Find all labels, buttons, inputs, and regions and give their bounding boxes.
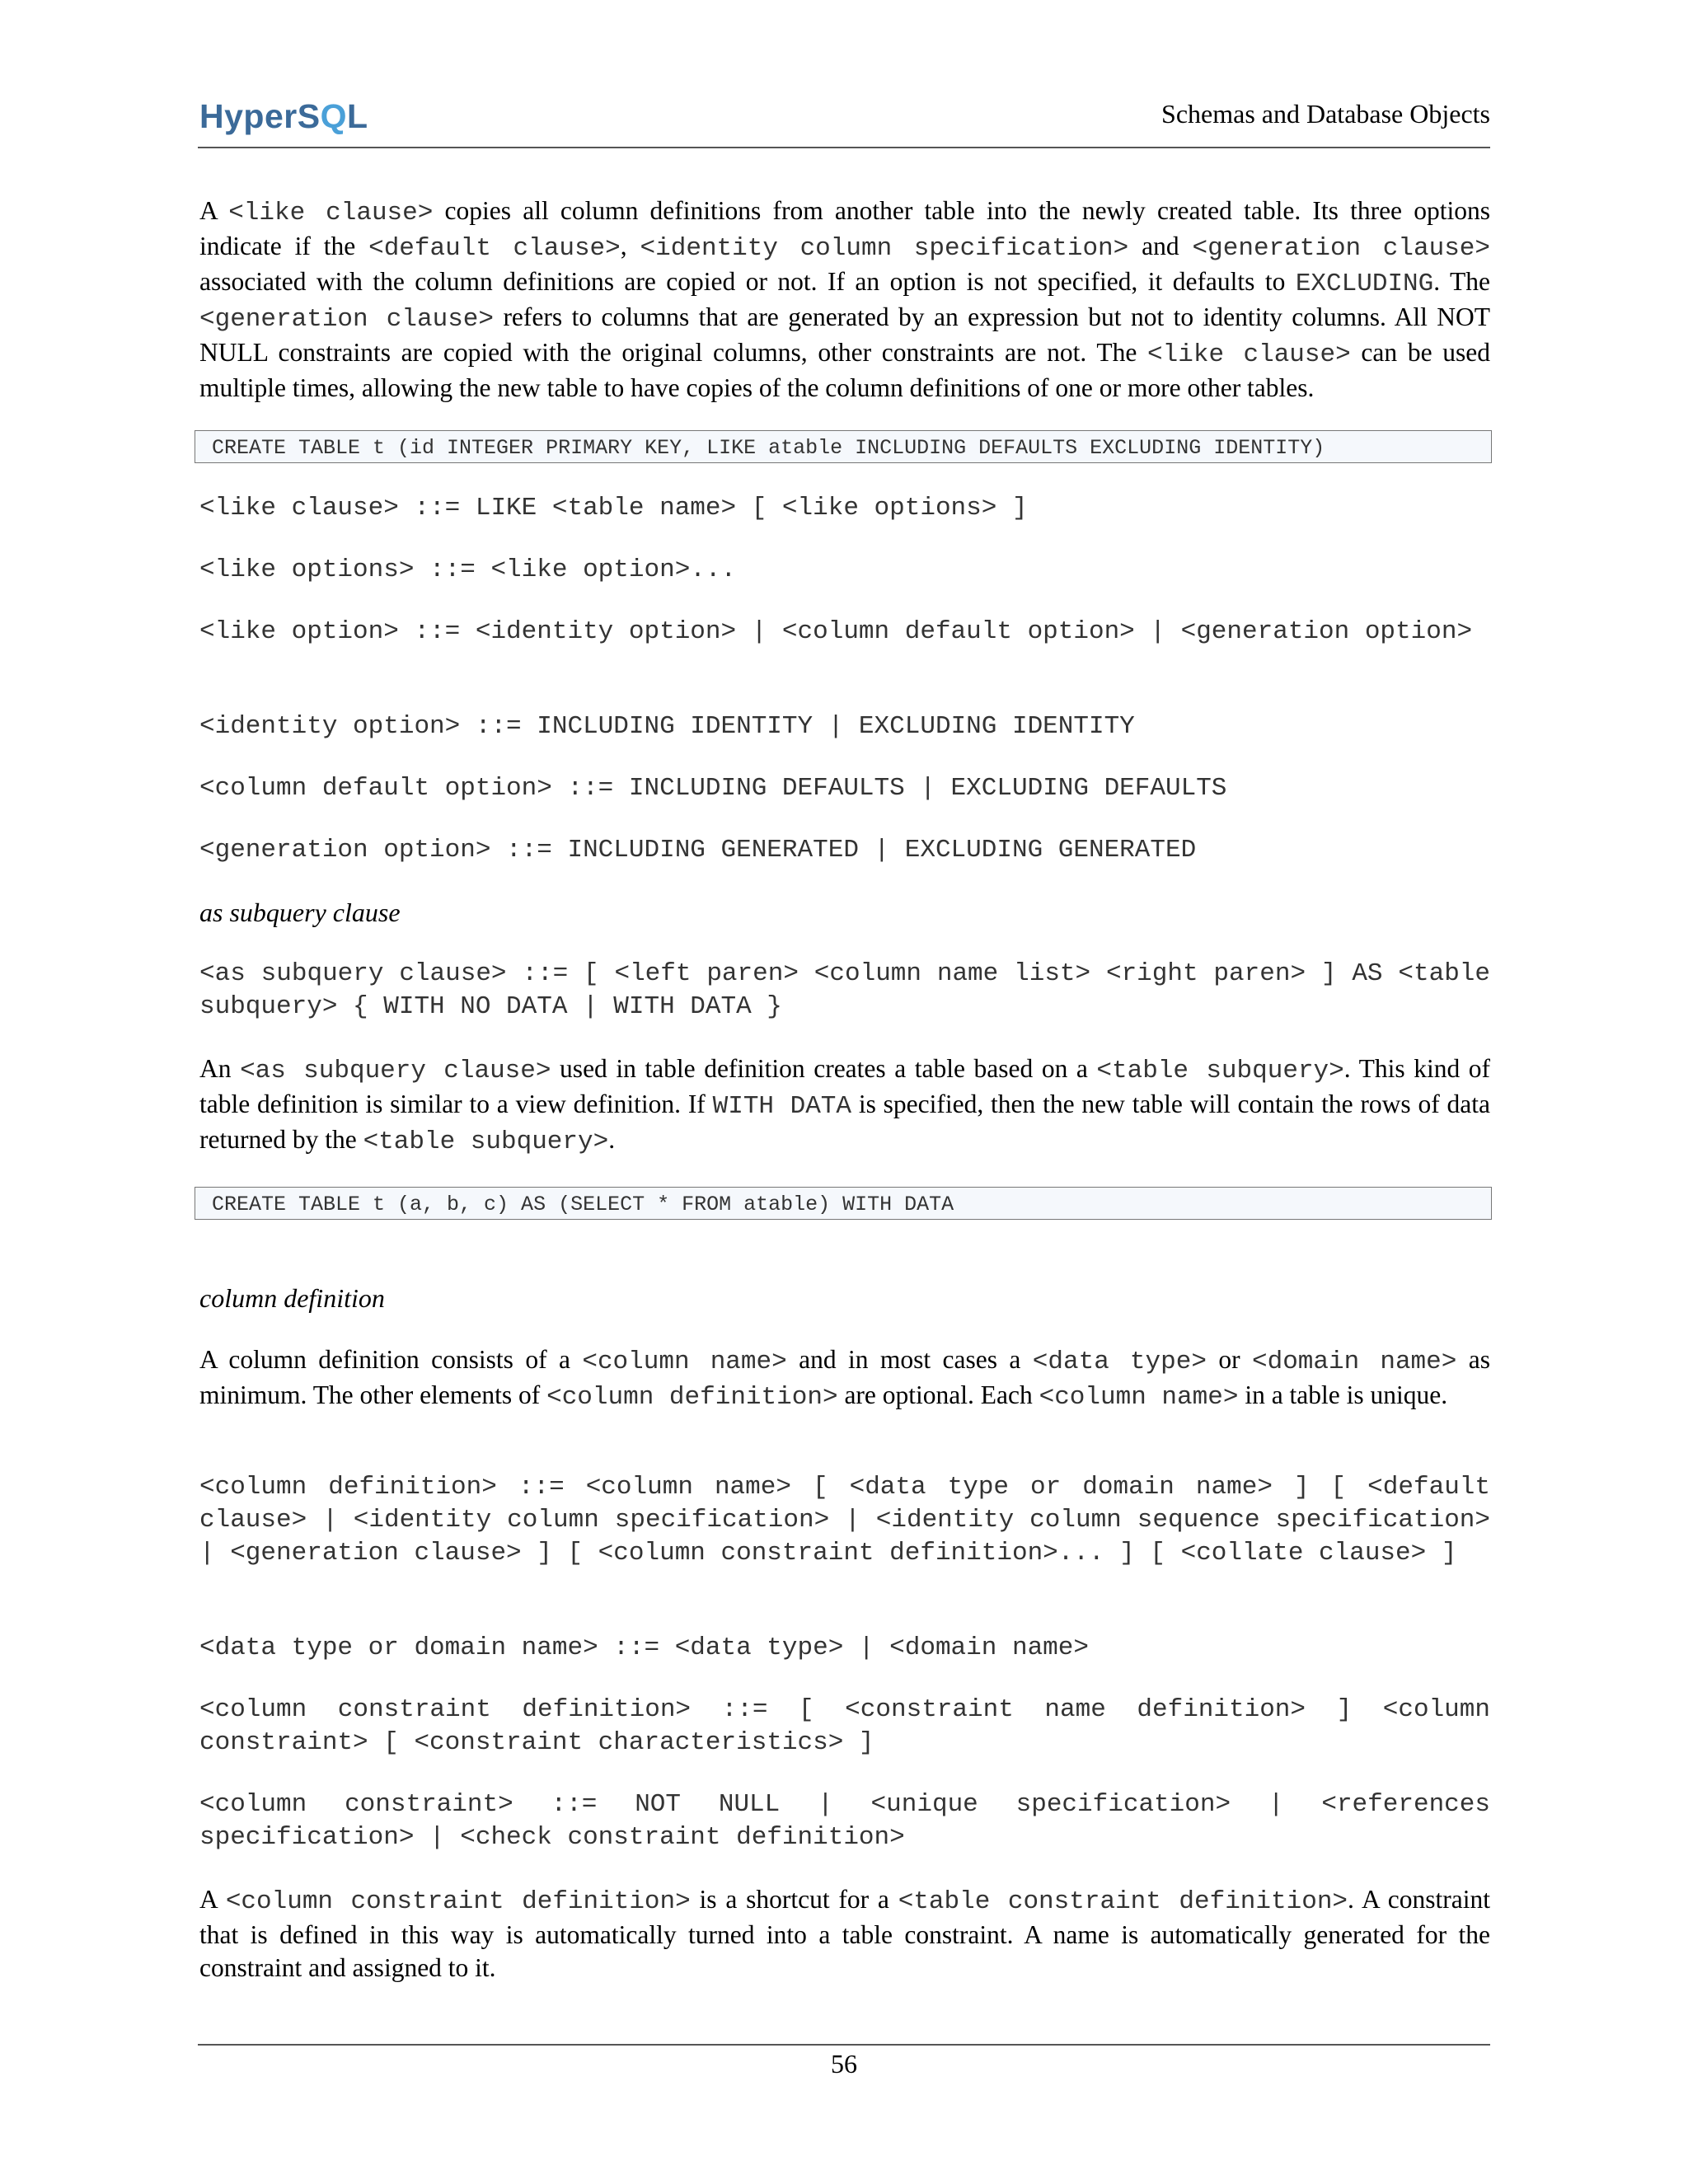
text: and in most cases a [786,1345,1033,1374]
grammar-column-constraint-definition: <column constraint definition> ::= [ <constraint name definition> ] <column constraint> [ <constraint characteristics> ] [199,1695,1490,1757]
text: . [608,1125,616,1154]
header-title: Schemas and Database Objects [1161,99,1490,129]
grammar-identity-option: <identity option> ::= INCLUDING IDENTITY | EXCLUDING IDENTITY [199,712,1135,741]
text: can be used multiple times, allowing the new table to have copies of the column definitions of one or more other tables. [199,338,1490,402]
grammar-column-definition: <column definition> ::= <column name> [ <data type or domain name> ] [ <default clause> | <identity column specification> | <identity column sequence specification> | <generation clause> ] [ <column constraint definition>... ] [ <collate clause> ] [199,1473,1490,1568]
text: refers to columns that are generated by an expression but not to identity columns. All NOT NULL constraints are copied with the original columns, other constraints are not. The [199,302,1490,367]
code-term: <table constraint definition> [898,1887,1348,1916]
text: . This kind of table definition is similar to a view definition. If [199,1054,1490,1118]
grammar-generation-option: <generation option> ::= INCLUDING GENERATED | EXCLUDING GENERATED [199,836,1197,865]
code-term: <generation clause> [199,305,495,334]
text: used in table definition creates a table based on a [551,1054,1097,1083]
text: as minimum. The other elements of [199,1345,1491,1409]
text: . A constraint that is defined in this way is automatically turned into a table constraint. A name is automatically generated for the constraint and assigned to it. [199,1885,1490,1982]
page-header [198,89,1490,148]
text: are optional. Each [837,1380,1039,1409]
code-term: <like clause> [1147,340,1351,369]
heading-column-definition: column definition [199,1283,385,1313]
code-term: <like clause> [228,199,434,227]
footer-divider [198,2044,1490,2046]
code-term: <column name> [1039,1383,1239,1412]
grammar-data-type-or-domain-name: <data type or domain name> ::= <data type> | <domain name> [199,1633,1089,1662]
heading-as-subquery-clause: as subquery clause [199,898,401,927]
example-code-box-like [195,430,1492,463]
grammar-like-clause: <like clause> ::= LIKE <table name> [ <like options> ] [199,494,1028,523]
grammar-column-default-option: <column default option> ::= INCLUDING DEFAULTS | EXCLUDING DEFAULTS [199,774,1227,803]
page-number: 56 [831,2049,857,2079]
code-term: <generation clause> [1192,234,1491,263]
grammar-like-options: <like options> ::= <like option>... [199,555,737,584]
text: A [199,196,229,225]
code-term: <domain name> [1252,1347,1457,1376]
text: copies all column definitions from another table into the newly created table. Its three options indicate if the [199,196,1490,260]
text: is a shortcut for a [690,1885,898,1914]
logo-text-b: L [346,97,368,135]
text: is specified, then the new table will contain the rows of data returned by the [199,1090,1490,1154]
code-term: WITH DATA [712,1092,851,1121]
code-term: <column constraint definition> [225,1887,691,1916]
logo-text-a: HyperS [199,97,321,135]
text: or [1206,1345,1252,1374]
grammar-like-option: <like option> ::= <identity option> | <column default option> | <generation option> [199,617,1473,646]
code-term: <identity column specification> [640,234,1129,263]
code-term: <as subquery clause> [240,1057,551,1085]
text: associated with the column definitions are copied or not. If an option is not specified, it defaults to [199,267,1296,296]
text: , [620,232,640,260]
example-code: CREATE TABLE t (id INTEGER PRIMARY KEY, LIKE atable INCLUDING DEFAULTS EXCLUDING IDENTITY) [212,436,1325,460]
column-constraint-paragraph [199,1883,1490,1985]
logo-text-q: Q [320,97,347,135]
code-term: EXCLUDING [1295,269,1434,298]
column-definition-paragraph [199,1343,1490,1414]
code-term: <column definition> [546,1383,838,1412]
text: in a table is unique. [1238,1380,1448,1409]
text: . The [1433,267,1490,296]
example-code-box-subquery [195,1187,1492,1220]
code-term: <table subquery> [363,1127,609,1156]
text: An [199,1054,241,1083]
code-term: <data type> [1032,1347,1207,1376]
code-term: <column name> [582,1347,787,1376]
example-code: CREATE TABLE t (a, b, c) AS (SELECT * FROM atable) WITH DATA [212,1193,954,1216]
like-clause-paragraph [199,194,1490,405]
grammar-column-constraint: <column constraint> ::= NOT NULL | <unique specification> | <references specification> | <check constraint definition> [199,1790,1490,1852]
grammar-as-subquery-clause: <as subquery clause> ::= [ <left paren> <column name list> <right paren> ] AS <table subquery> { WITH NO DATA | WITH DATA } [199,959,1490,1021]
code-term: <default clause> [368,234,621,263]
text: A [199,1885,226,1914]
hypersql-logo [199,97,368,136]
as-subquery-paragraph [199,1052,1490,1159]
code-term: <table subquery> [1096,1057,1344,1085]
text: and [1128,232,1193,260]
text: A column definition consists of a [199,1345,583,1374]
